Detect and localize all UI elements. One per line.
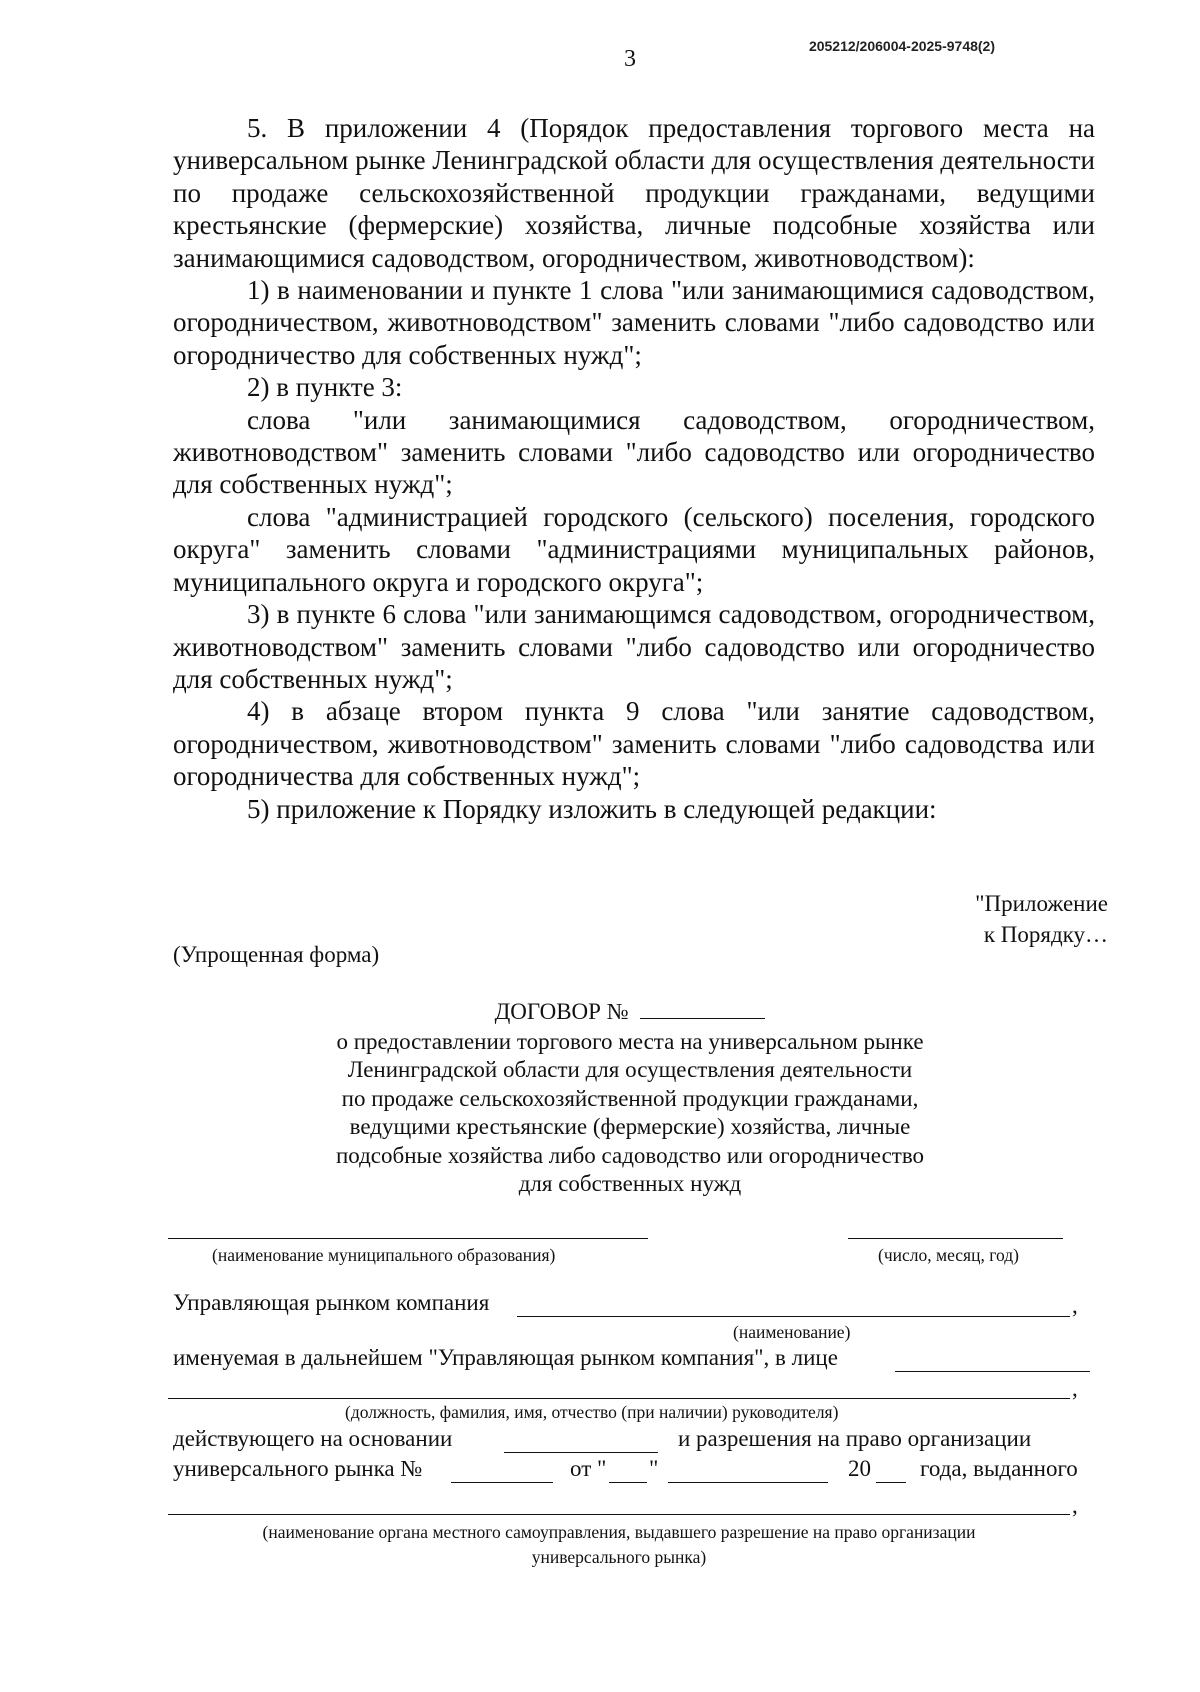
- position-caption: (должность, фамилия, имя, отчество (при наличии) руководителя): [345, 1402, 839, 1422]
- authority-blank[interactable]: [168, 1514, 1070, 1515]
- acting-label: действующего на основании: [173, 1426, 453, 1451]
- paragraph-subitem-5: 5) приложение к Порядку изложить в следующей редакции:: [247, 793, 937, 824]
- permit-label: и разрешения на право организации: [678, 1426, 1032, 1451]
- appendix-mark-line-2: к Порядку…: [983, 922, 1108, 947]
- month-blank[interactable]: [668, 1482, 828, 1483]
- date-caption: (число, месяц, год): [878, 1245, 1019, 1265]
- contract-subtitle-line: для собственных нужд: [518, 1171, 742, 1196]
- contract-number-blank[interactable]: [640, 1018, 765, 1019]
- year-blank[interactable]: [876, 1482, 906, 1483]
- comma: ,: [1072, 1376, 1078, 1401]
- issued-label: года, выданного: [920, 1456, 1078, 1481]
- paragraph-subitem-1: 1) в наименовании и пункте 1 слова "или занимающимися садоводством, огородничеством, животноводством" заменить словами "либо садоводство или огородничество для собственных нужд";: [173, 275, 1095, 370]
- company-name-blank[interactable]: [517, 1316, 1070, 1317]
- company-name-caption: (наименование): [733, 1322, 851, 1342]
- position-blank[interactable]: [168, 1398, 1070, 1399]
- contract-title-line: [300, 998, 960, 1027]
- page-number: 3: [624, 46, 636, 72]
- amendment-text: [173, 112, 1095, 825]
- paragraph-subitem-4: 4) в абзаце втором пункта 9 слова "или занятие садоводством, огородничеством, животноводством" заменить словами "либо садоводства или огородничества для собственных нужд";: [173, 696, 1095, 792]
- company-label: Управляющая рынком компания: [173, 1290, 490, 1315]
- paragraph-item-5: 5. В приложении 4 (Порядок предоставления торгового места на универсальном рынке Ленинградской области для осуществления деятельности по продаже сельскохозяйственной продукции гражданами, ведущими крестьянские (фермерские) хозяйства, личные подсобные хозяйства или занимающимися садоводством, огородничеством, животноводством):: [173, 113, 1095, 273]
- permit-number-blank[interactable]: [451, 1482, 553, 1483]
- municipality-caption: (наименование муниципального образования): [212, 1245, 556, 1265]
- paragraph-subitem-2-a: слова "или занимающимися садоводством, огородничеством, животноводством" заменить словами "либо садоводство или огородничество для собственных нужд";: [173, 404, 1095, 500]
- quote-close: ": [649, 1456, 659, 1481]
- appendix-mark-line-1: "Приложение: [975, 891, 1108, 916]
- basis-blank[interactable]: [504, 1452, 658, 1453]
- authority-caption: [168, 1520, 1070, 1570]
- contract-subtitle-line: о предоставлении торгового места на универсальном рынке: [336, 1028, 924, 1054]
- named-text: именуемая в дальнейшем "Управляющая рынком компания", в лице: [173, 1345, 838, 1370]
- authority-caption-line-2: универсального рынка): [531, 1547, 707, 1567]
- contract-subtitle-line: ведущими крестьянские (фермерские) хозяйства, личные: [349, 1114, 911, 1139]
- paragraph-subitem-2-b: слова "администрацией городского (сельского) поселения, городского округа" заменить словами "администрациями муниципальных районов, муниципального округа и городского округа";: [173, 501, 1095, 597]
- authority-caption-line-1: (наименование органа местного самоуправления, выдавшего разрешение на право организации: [262, 1522, 976, 1542]
- day-blank[interactable]: [609, 1482, 647, 1483]
- contract-subtitle-line: подсобные хозяйства либо садоводство или огородничество: [335, 1142, 925, 1168]
- comma: ,: [1072, 1293, 1078, 1318]
- contract-title: ДОГОВОР №: [494, 999, 629, 1024]
- document-id: 205212/206004-2025-9748(2): [808, 38, 995, 54]
- contract-heading: [300, 998, 960, 1199]
- form-kind-label: (Упрощенная форма): [173, 942, 380, 967]
- from-label: от ": [570, 1456, 607, 1481]
- representative-blank[interactable]: [895, 1371, 1090, 1372]
- year-prefix: 20: [848, 1456, 871, 1481]
- market-number-label: универсального рынка №: [173, 1456, 423, 1481]
- municipality-blank[interactable]: [168, 1238, 648, 1239]
- date-blank[interactable]: [848, 1238, 1063, 1239]
- paragraph-subitem-2: 2) в пункте 3:: [247, 372, 403, 403]
- comma: ,: [1072, 1493, 1078, 1518]
- contract-subtitle-line: Ленинградской области для осуществления деятельности: [347, 1057, 913, 1082]
- contract-subtitle-line: по продаже сельскохозяйственной продукции гражданами,: [341, 1085, 919, 1111]
- paragraph-subitem-3: 3) в пункте 6 слова "или занимающимся садоводством, огородничеством, животноводством" заменить словами "либо садоводство или огородничество для собственных нужд";: [173, 599, 1095, 694]
- appendix-mark: [975, 888, 1108, 950]
